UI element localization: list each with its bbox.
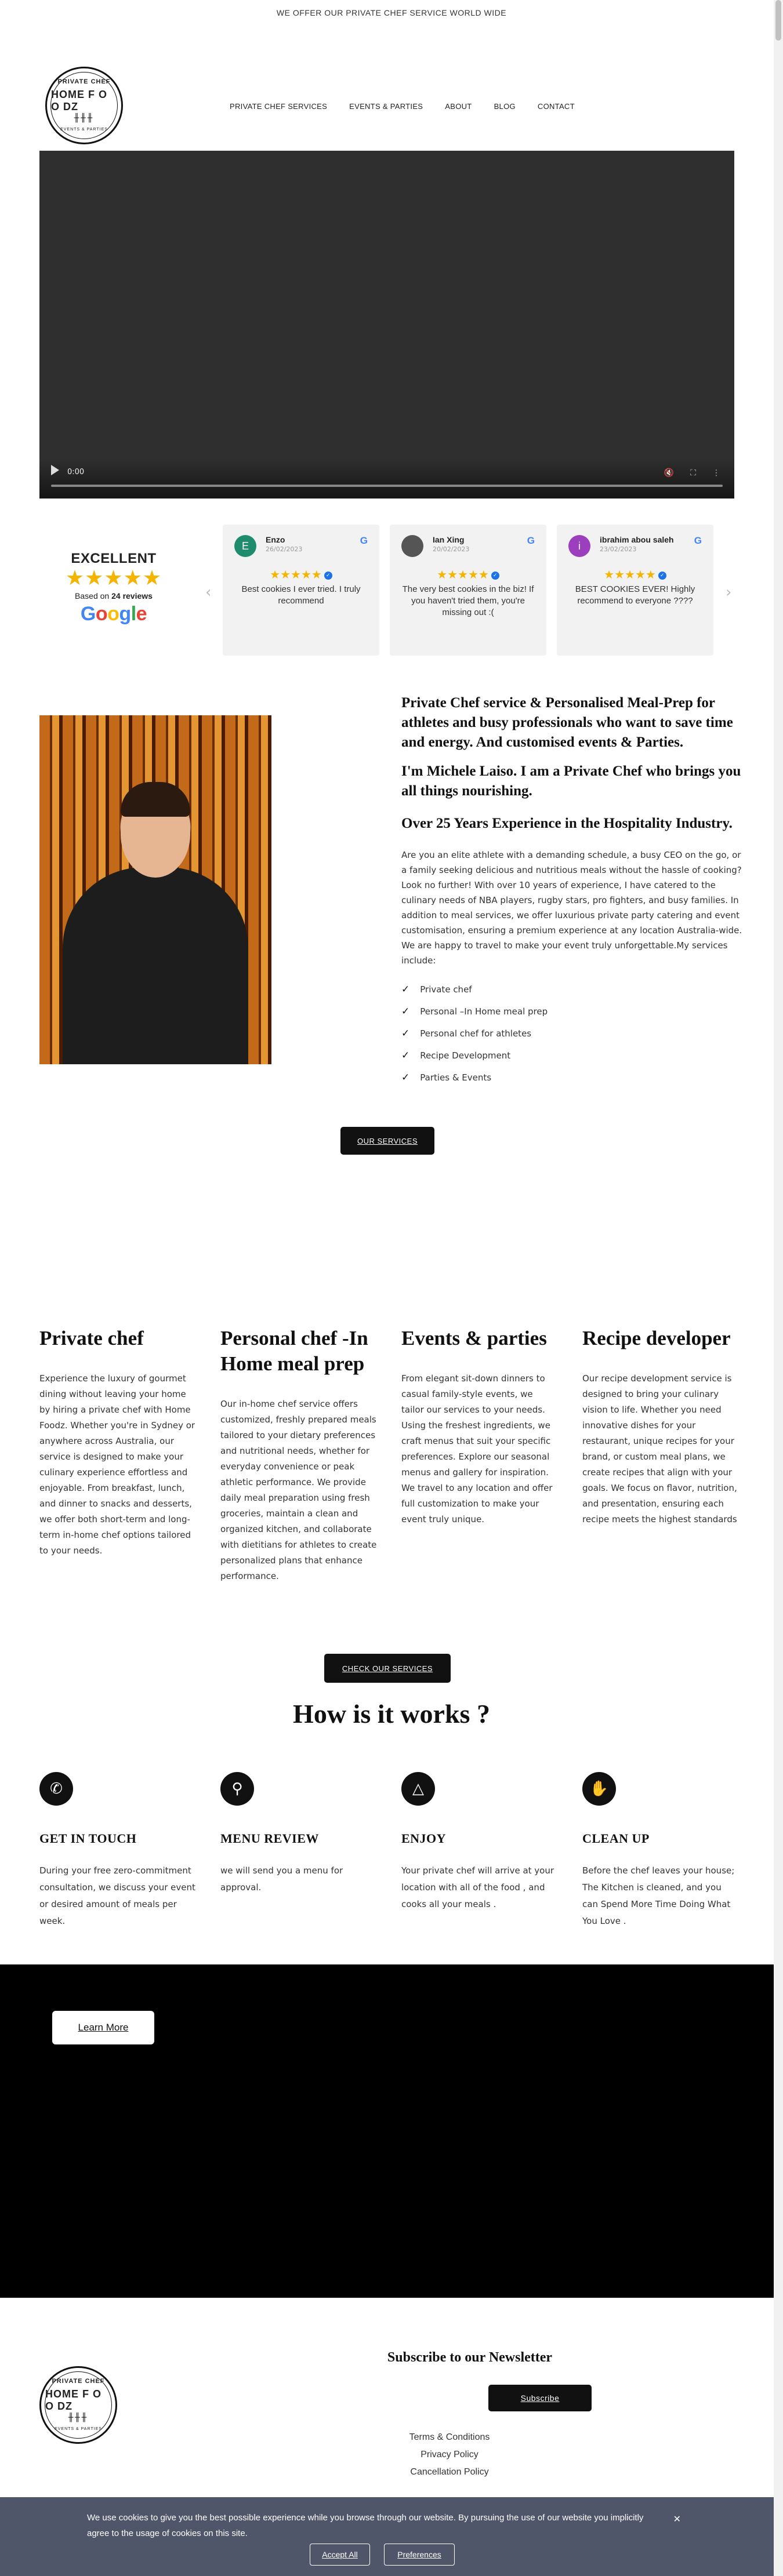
about-headline: Private Chef service & Personalised Meal-Prep for athletes and busy professionals who want to save time and energy. And customised events & Parties.: [401, 695, 733, 750]
reviewer-avatar: [401, 535, 423, 557]
step-clean-up: [582, 1772, 739, 1930]
cancellation-link[interactable]: Cancellation Policy: [410, 2467, 489, 2477]
list-item: ✓ Personal –In Home meal prep: [401, 1006, 548, 1017]
how-it-works-title: How is it works ?: [293, 1699, 490, 1729]
about-section: [401, 693, 744, 1089]
logo-bottom-text: EVENTS & PARTIES: [55, 2427, 102, 2431]
check-icon: ✓: [401, 1006, 410, 1017]
review-count: Based on 24 reviews: [75, 591, 153, 601]
step-title: MENU REVIEW: [220, 1831, 319, 1846]
rating-summary: [61, 551, 166, 625]
search-icon: ⚲: [220, 1772, 254, 1806]
check-our-services-button[interactable]: CHECK OUR SERVICES: [324, 1654, 451, 1683]
service-text: Our in-home chef service offers customized, freshly prepared meals tailored to your dietary preferences and nutritional needs, whether for everyday convenience or peak athletic performance. We provide daily meal preparation using fresh groceries, maintain a clean and organized kitchen, and collaborate with dietitians for athletes to create personalized plans that enhance performance.: [220, 1399, 377, 1581]
logo-top-text: PRIVATE CHEF: [57, 78, 111, 85]
clean-hand-icon: ✋: [582, 1772, 616, 1806]
logo-main-text: HOME F O O DZ: [51, 89, 107, 112]
footer-links: [325, 2429, 574, 2481]
cookie-text: We use cookies to give you the best possible experience while you browse through our website. By pursuing the use of our website you implicitly agree to the usage of cookies on this site.: [87, 2513, 644, 2538]
fullscreen-icon[interactable]: ⛶: [690, 468, 696, 478]
page-scrollbar[interactable]: [774, 0, 783, 2576]
service-title: Events & parties: [401, 1327, 547, 1349]
services-list: [401, 978, 744, 1089]
verified-icon: ✓: [658, 572, 666, 580]
logo-main-text: HOME F O O DZ: [45, 2388, 102, 2412]
list-item: ✓ Private chef: [401, 984, 472, 995]
service-column: [401, 1326, 558, 1527]
preferences-button[interactable]: Preferences: [384, 2544, 455, 2566]
video-controls: [39, 458, 734, 499]
google-reviews-widget: [39, 525, 734, 658]
step-text: Your private chef will arrive at your location with all of the food , and cooks all your meals .: [401, 1865, 554, 1909]
check-icon: ✓: [401, 1050, 410, 1061]
cutlery-icon: ╫╫╫: [68, 2413, 89, 2422]
service-title: Recipe developer: [582, 1327, 731, 1349]
step-text: Before the chef leaves your house; The Kitchen is cleaned, and you can Spend More Time Doing What You Love .: [582, 1865, 735, 1926]
cloche-icon: △: [401, 1772, 435, 1806]
announcement-text: WE OFFER OUR PRIVATE CHEF SERVICE WORLD WIDE: [276, 8, 507, 17]
rating-label: EXCELLENT: [71, 551, 157, 566]
nav-events-parties[interactable]: EVENTS & PARTIES: [349, 102, 423, 111]
nav-about[interactable]: ABOUT: [445, 102, 472, 111]
service-column: [39, 1326, 196, 1559]
chef-hair: [121, 782, 190, 817]
step-get-in-touch: [39, 1772, 196, 1930]
close-icon[interactable]: ✕: [673, 2513, 681, 2524]
accept-all-button[interactable]: Accept All: [310, 2544, 370, 2566]
privacy-link[interactable]: Privacy Policy: [420, 2450, 478, 2459]
service-text: Experience the luxury of gourmet dining without leaving your home by hiring a private chef with Home Foodz. Whether you're in Sydney or anywhere across Australia, our service is designed to make your culinary experience effortless and enjoyable. From breakfast, lunch, and dinner to snacks and desserts, we offer both short-term and long-term in-home chef options tailored to your needs.: [39, 1373, 195, 1556]
review-date: 23/02/2023: [600, 545, 637, 553]
list-item: ✓ Recipe Development: [401, 1050, 511, 1061]
play-icon[interactable]: [51, 465, 59, 475]
logo-badge: [45, 2371, 112, 2439]
chef-jacket: [63, 867, 248, 1064]
learn-more-button[interactable]: Learn More: [52, 2011, 154, 2044]
google-g-icon: G: [527, 535, 535, 546]
reviewer-avatar: E: [234, 535, 256, 557]
review-date: 26/02/2023: [266, 545, 303, 553]
google-logo: Google: [80, 603, 147, 625]
verified-icon: ✓: [324, 572, 332, 580]
video-control-icons: [664, 468, 720, 478]
our-services-button[interactable]: OUR SERVICES: [340, 1127, 434, 1155]
site-logo[interactable]: [45, 67, 123, 144]
promo-banner: [0, 1964, 774, 2298]
service-text: Our recipe development service is designed to bring your culinary vision to life. Whether you need innovative dishes for your restaurant, unique recipes for your brand, or custom meal plans, we create recipes that align with your goals. We focus on flavor, nutrition, and presentation, ensuring each recipe meets the highest standards: [582, 1373, 737, 1525]
newsletter-title: Subscribe to our Newsletter: [387, 2350, 553, 2365]
check-icon: ✓: [401, 1072, 410, 1083]
cutlery-icon: ╫╫╫: [74, 114, 95, 123]
more-options-icon[interactable]: ⋮: [712, 468, 720, 478]
step-enjoy: [401, 1772, 558, 1913]
review-stars: ★★★★★ ✓: [401, 567, 535, 581]
site-header: [0, 26, 783, 136]
review-text: Best cookies I ever tried. I truly recommend: [241, 584, 361, 606]
review-card: [390, 525, 546, 656]
logo-bottom-text: EVENTS & PARTIES: [60, 128, 108, 132]
carousel-prev-icon[interactable]: ‹: [205, 584, 212, 601]
check-icon: ✓: [401, 1028, 410, 1039]
verified-icon: ✓: [491, 572, 499, 580]
list-item: ✓ Parties & Events: [401, 1072, 492, 1083]
service-title: Personal chef -In Home meal prep: [220, 1327, 368, 1375]
step-text: we will send you a menu for approval.: [220, 1865, 343, 1893]
review-date: 20/02/2023: [433, 545, 470, 553]
service-column: [220, 1326, 377, 1584]
video-progress-track[interactable]: [51, 485, 723, 487]
step-title: GET IN TOUCH: [39, 1831, 137, 1846]
review-stars: ★★★★★ ✓: [234, 567, 368, 581]
review-card: [223, 525, 379, 656]
video-time: 0:00: [67, 468, 85, 476]
review-text: The very best cookies in the biz! If you haven't tried them, you're missing out :(: [402, 584, 534, 617]
terms-link[interactable]: Terms & Conditions: [409, 2432, 490, 2442]
list-item: ✓ Personal chef for athletes: [401, 1028, 532, 1039]
nav-contact[interactable]: CONTACT: [537, 102, 575, 111]
google-g-icon: G: [360, 535, 368, 546]
reviewer-name: Enzo: [266, 535, 285, 544]
step-title: ENJOY: [401, 1831, 447, 1846]
phone-icon: ✆: [39, 1772, 73, 1806]
step-title: CLEAN UP: [582, 1831, 650, 1846]
about-intro: I'm Michele Laiso. I am a Private Chef who brings you all things nourishing.: [401, 763, 741, 799]
logo-top-text: PRIVATE CHEF: [52, 2378, 105, 2385]
mute-icon[interactable]: 🔇: [664, 468, 675, 478]
step-text: During your free zero-commitment consultation, we discuss your event or desired amount of meals per week.: [39, 1865, 195, 1926]
main-nav: [230, 102, 597, 111]
review-stars: ★★★★★ ✓: [568, 567, 702, 581]
step-menu-review: [220, 1772, 377, 1896]
carousel-next-icon[interactable]: ›: [726, 584, 732, 601]
logo-badge: [50, 72, 118, 139]
video-player[interactable]: [39, 151, 734, 499]
reviewer-name: Ian Xing: [433, 535, 465, 544]
reviewer-name: ibrahim abou saleh: [600, 535, 674, 544]
check-icon: ✓: [401, 984, 410, 995]
google-g-icon: G: [694, 535, 702, 546]
nav-private-chef-services[interactable]: PRIVATE CHEF SERVICES: [230, 102, 328, 111]
review-card: [557, 525, 713, 656]
rating-stars: ★★★★★: [65, 566, 162, 590]
subscribe-button[interactable]: Subscribe: [488, 2385, 592, 2411]
nav-blog[interactable]: BLOG: [494, 102, 516, 111]
scrollbar-thumb[interactable]: [775, 0, 781, 41]
service-column: [582, 1326, 739, 1527]
about-experience: Over 25 Years Experience in the Hospitality Industry.: [401, 816, 733, 831]
cookie-banner: [0, 2497, 783, 2576]
about-body: Are you an elite athlete with a demanding schedule, a busy CEO on the go, or a family seeking delicious and nutritious meals without the hassle of cooking? Look no further! With over 10 years of experience, I have catered to the culinary needs of NBA players, rugby stars, pro fighters, and busy families. In addition to meal services, we offer luxurious private party catering and event customisation, ensuring a premium experience at any location Australia-wide. We are happy to travel to make your event truly unforgettable.My services include:: [401, 850, 742, 966]
footer-logo[interactable]: [39, 2366, 117, 2444]
service-text: From elegant sit-down dinners to casual family-style events, we tailor our services to your needs. Using the freshest ingredients, we craft menus that suit your specific preferences. Explore our seasonal menus and gallery for inspiration. We travel to any location and offer full customization to make your event truly unique.: [401, 1373, 553, 1525]
announcement-bar: [0, 0, 783, 26]
service-title: Private chef: [39, 1327, 144, 1349]
review-text: BEST COOKIES EVER! Highly recommend to everyone ????: [575, 584, 695, 606]
reviewer-avatar: i: [568, 535, 590, 557]
chef-photo: [39, 715, 271, 1064]
